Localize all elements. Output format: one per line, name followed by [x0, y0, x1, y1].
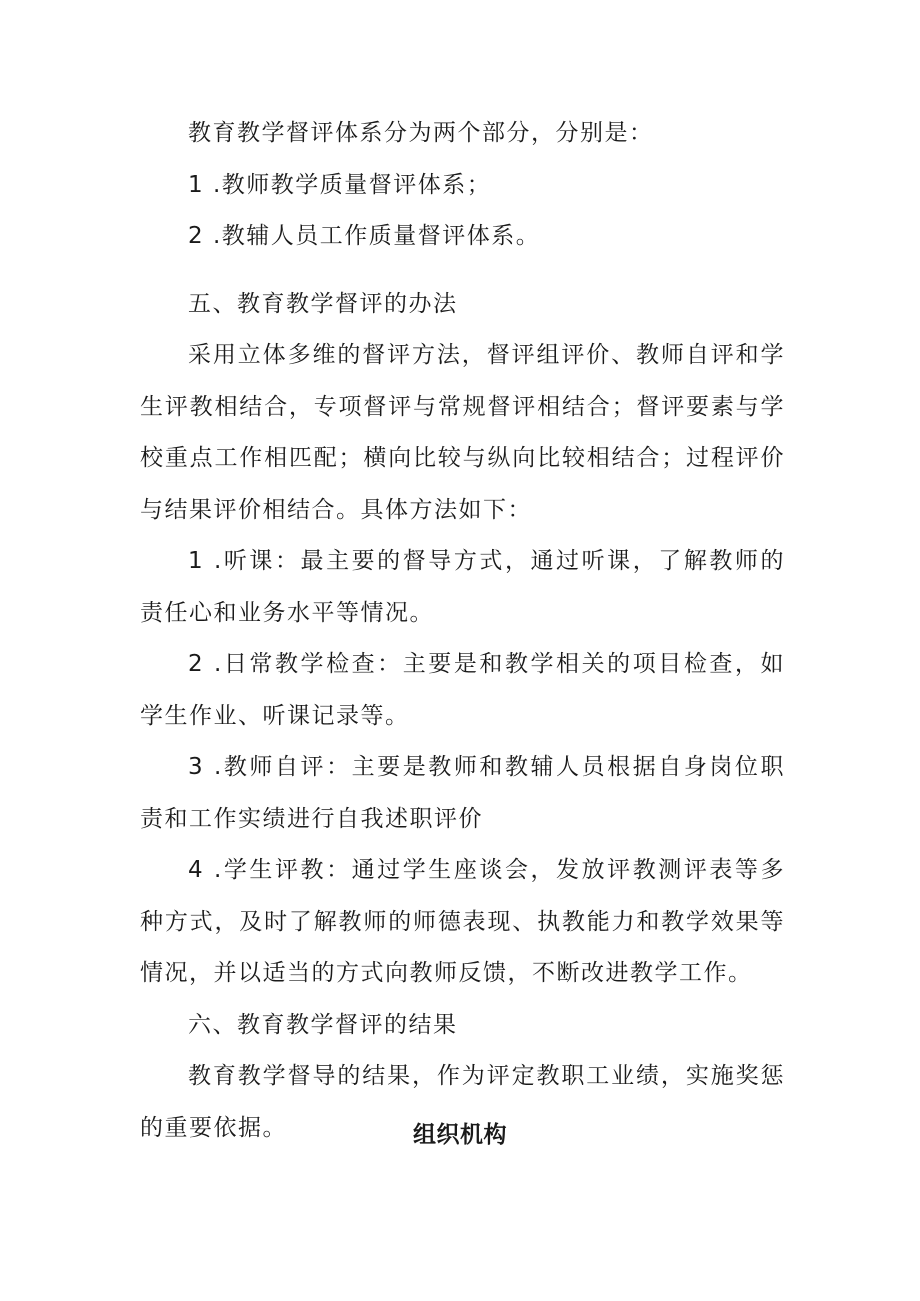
section-5-paragraph: 采用立体多维的督评方法，督评组评价、教师自评和学生评教相结合，专项督评与常规督评相结合；督评要素与学校重点工作相匹配；横向比较与纵向比较相结合；过程评价与结果评价相结合。具体方法如下：	[140, 342, 785, 523]
section-6-paragraph: 教育教学督导的结果，作为评定教职工业绩，实施奖惩的重要依据。	[140, 1063, 785, 1141]
system-item-1: 1 .教师教学质量督评体系；	[188, 171, 492, 198]
method-item-3: 3 .教师自评：主要是教师和教辅人员根据自身岗位职责和工作实绩进行自我述职评价	[140, 754, 785, 832]
section-5-heading: 五、教育教学督评的办法	[188, 290, 458, 317]
method-item-1: 1 .听课：最主要的督导方式，通过听课，了解教师的责任心和业务水平等情况。	[140, 548, 785, 626]
intro-paragraph: 教育教学督评体系分为两个部分，分别是：	[188, 120, 654, 146]
system-item-2: 2 .教辅人员工作质量督评体系。	[188, 223, 541, 249]
method-item-2: 2 .日常教学检查：主要是和教学相关的项目检查，如学生作业、听课记录等。	[140, 651, 785, 729]
method-item-4: 4 .学生评教：通过学生座谈会，发放评教测评表等多种方式，及时了解教师的师德表现、执教能力和教学效果等情况，并以适当的方式向教师反馈，不断改进教学工作。	[140, 857, 785, 986]
document-body	[140, 108, 785, 1154]
org-structure-title: 组织机构	[413, 1122, 507, 1148]
section-6-heading: 六、教育教学督评的结果	[188, 1011, 458, 1038]
